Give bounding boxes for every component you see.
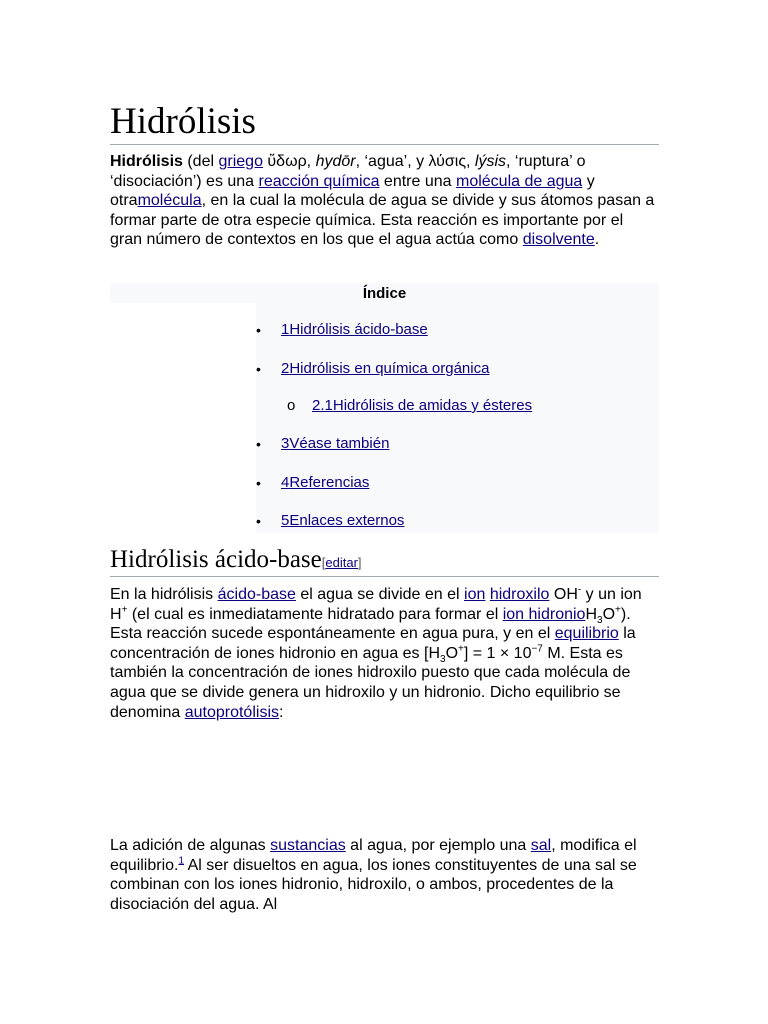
link-autoprotolisis[interactable]: autoprotólisis (184, 703, 279, 721)
text: y un ion H (110, 586, 642, 623)
text-italic: hydōr (315, 153, 356, 170)
text: (el cual es inmediatamente hidratado para formar el (127, 605, 503, 623)
sub-bullet-icon: o (287, 397, 296, 414)
link-sal[interactable]: sal (530, 837, 552, 854)
toc-item-5[interactable] (281, 512, 404, 530)
text: M. Esta es también la concentración de iones hidroxilo puesto que cada molécula de agua que se divide genera un hidroxilo y un hidronio. Dicho equilibrio se denomina (110, 644, 631, 721)
toc-item-2-1[interactable] (312, 397, 532, 415)
text: (del (182, 153, 219, 170)
page-title: Hidrólisis (110, 98, 659, 145)
link-sustancias[interactable]: sustancias (270, 837, 346, 854)
intro-paragraph (110, 152, 659, 250)
toc-item-1[interactable] (281, 321, 428, 339)
text: ). Esta reacción sucede espontáneamente en agua pura, y en el (110, 605, 631, 643)
toc-number: 1 (281, 321, 290, 338)
link-ion-hidronio[interactable]: ion hidronio (502, 605, 586, 623)
text: OH (549, 586, 578, 603)
intro-term: Hidrólisis (110, 153, 183, 170)
text: al agua, por ejemplo una (345, 837, 531, 854)
text: Al ser disueltos en agua, los iones constituyentes de una sal se combinan con los iones hidronio, hidroxilo, o ambos, procedentes de la disociación del agua. Al (110, 856, 637, 913)
toc-number: 5 (281, 512, 290, 529)
bullet-icon: • (256, 475, 261, 491)
link-molecula[interactable]: molécula (137, 192, 202, 210)
superscript: + (121, 604, 128, 616)
table-of-contents (110, 283, 659, 533)
toc-label: Véase también (289, 435, 390, 452)
link-molecula-de-agua[interactable]: molécula de agua (455, 172, 583, 190)
toc-item-2[interactable] (281, 360, 489, 378)
toc-label: Referencias (289, 474, 370, 491)
edit-link[interactable]: editar (325, 555, 358, 570)
text: O (445, 644, 459, 662)
text: O (602, 605, 616, 623)
bracket: ] (357, 555, 362, 570)
edit-section (322, 555, 362, 570)
text: , ‘agua’, y λύσις, (355, 153, 475, 170)
subscript: 3 (440, 653, 446, 665)
toc-number: 4 (281, 474, 290, 491)
link-equilibrio[interactable]: equilibrio (554, 625, 619, 643)
link-hidroxilo[interactable]: hidroxilo (489, 586, 550, 603)
text: y otra (110, 172, 595, 210)
text: : (279, 703, 284, 721)
toc-label: Hidrólisis ácido-base (289, 321, 428, 338)
text: . (594, 231, 600, 249)
toc-number: 2 (281, 360, 290, 377)
text: el agua se divide en el (295, 586, 465, 603)
toc-item-4[interactable] (281, 474, 369, 492)
toc-label: Enlaces externos (289, 512, 405, 529)
text: En la hidrólisis (110, 586, 218, 603)
text: H (585, 605, 598, 623)
superscript: + (615, 604, 621, 616)
toc-number: 3 (281, 435, 290, 452)
text: la concentración de iones hidronio en agua es [H (110, 625, 636, 662)
reference-link[interactable]: 1 (178, 855, 185, 867)
text: entre una (379, 172, 456, 190)
subscript: 3 (597, 614, 603, 626)
superscript: - (577, 584, 582, 596)
link-disolvente[interactable]: disolvente (522, 231, 595, 249)
link-reaccion-quimica[interactable]: reacción química (258, 172, 380, 190)
text: ὕδωρ, (262, 153, 316, 170)
section-heading-text: Hidrólisis ácido-base (110, 546, 322, 573)
text: , modifica el equilibrio. (110, 837, 637, 874)
toc-label: Hidrólisis de amidas y ésteres (332, 397, 533, 414)
text: La adición de algunas (110, 837, 271, 854)
text-italic: lýsis (474, 153, 507, 170)
bullet-icon: • (256, 322, 261, 338)
link-griego[interactable]: griego (218, 153, 263, 170)
bullet-icon: • (256, 513, 261, 529)
link-ion[interactable]: ion (464, 586, 486, 603)
salt-paragraph (110, 836, 659, 914)
superscript: −7 (531, 643, 543, 655)
link-acido-base[interactable]: ácido-base (217, 586, 296, 603)
bullet-icon: • (256, 361, 261, 377)
toc-item-3[interactable] (281, 435, 389, 453)
section-heading (110, 544, 659, 577)
acid-base-paragraph (110, 585, 659, 722)
toc-label: Hidrólisis en química orgánica (289, 360, 490, 377)
toc-number: 2.1 (312, 397, 333, 414)
toc-title: Índice (362, 285, 407, 302)
bullet-icon: • (256, 436, 261, 452)
bracket: [ (321, 555, 326, 570)
text: ] = 1 × 10 (463, 644, 532, 662)
text: , en la cual la molécula de agua se divide y sus átomos pasan a formar parte de otra especie química. Esta reacción es importante por el gran número de contextos en los que el agua actúa como (110, 192, 655, 249)
superscript: + (458, 643, 464, 655)
text: , ‘ruptura’ o ‘disociación’) es una (110, 153, 586, 190)
